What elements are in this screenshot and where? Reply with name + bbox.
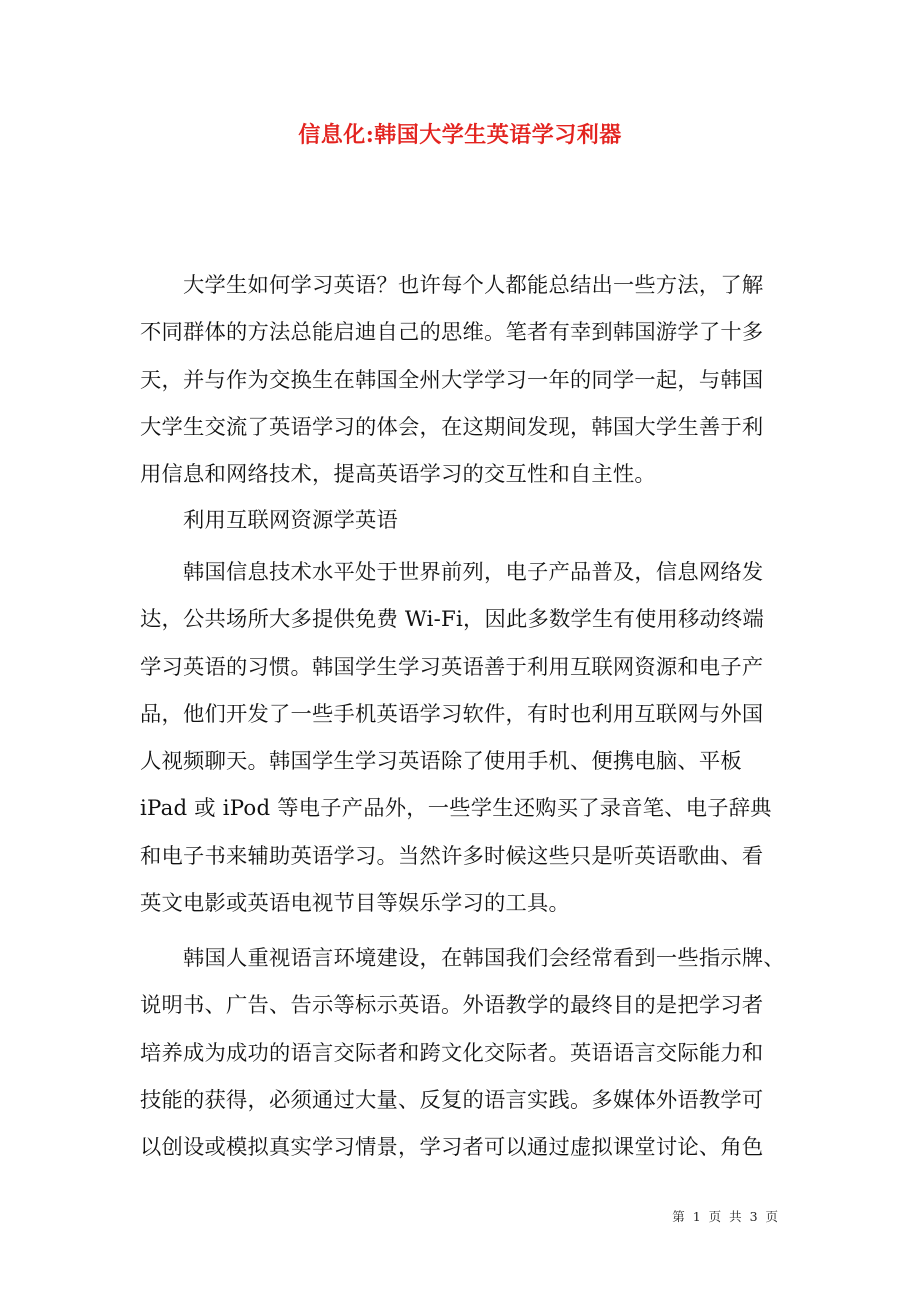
text-line: 天，并与作为交换生在韩国全州大学学习一年的同学一起，与韩国 (140, 367, 764, 393)
text-line: 品，他们开发了一些手机英语学习软件，有时也利用互联网与外国 (140, 701, 764, 727)
text-line: 用信息和网络技术，提高英语学习的交互性和自主性。 (140, 462, 656, 488)
text-line: 韩国人重视语言环境建设，在韩国我们会经常看到一些指示牌、 (183, 946, 785, 971)
text-line: 培养成为成功的语言交际者和跨文化交际者。英语语言交际能力和 (140, 1040, 764, 1066)
text-line: 韩国信息技术水平处于世界前列，电子产品普及，信息网络发 (183, 560, 764, 585)
page-number-footer: 第 1 页 共 3 页 (672, 1209, 780, 1224)
text-line: 以创设或模拟真实学习情景，学习者可以通过虚拟课堂讨论、角色 (140, 1135, 764, 1161)
section-heading (140, 497, 800, 544)
text-line: 和电子书来辅助英语学习。当然许多时候这些只是听英语歌曲、看 (140, 843, 764, 869)
paragraph-language-environment (140, 935, 800, 1171)
text-line: 说明书、广告、告示等标示英语。外语教学的最终目的是把学习者 (140, 993, 764, 1019)
text-line: 利用互联网资源学英语 (183, 508, 398, 533)
text-line: 达，公共场所大多提供免费 Wi-Fi，因此多数学生有使用移动终端 (140, 607, 765, 633)
text-line: 学习英语的习惯。韩国学生学习英语善于利用互联网资源和电子产 (140, 654, 764, 680)
text-line: 技能的获得，必须通过大量、反复的语言实践。多媒体外语教学可 (140, 1087, 764, 1113)
text-line: 人视频聊天。韩国学生学习英语除了使用手机、便携电脑、平板 (140, 749, 742, 775)
text-line: 英文电影或英语电视节目等娱乐学习的工具。 (140, 891, 570, 917)
document-title: 信息化:韩国大学生英语学习利器 (298, 122, 622, 148)
text-line: 大学生如何学习英语？也许每个人都能总结出一些方法，了解 (183, 273, 764, 298)
text-line: 大学生交流了英语学习的体会，在这期间发现，韩国大学生善于利 (140, 414, 764, 440)
paragraph-intro (140, 262, 800, 498)
text-line: iPad 或 iPod 等电子产品外，一些学生还购买了录音笔、电子辞典 (140, 796, 772, 822)
paragraph-internet-resources (140, 549, 800, 927)
text-line: 不同群体的方法总能启迪自己的思维。笔者有幸到韩国游学了十多 (140, 320, 764, 346)
